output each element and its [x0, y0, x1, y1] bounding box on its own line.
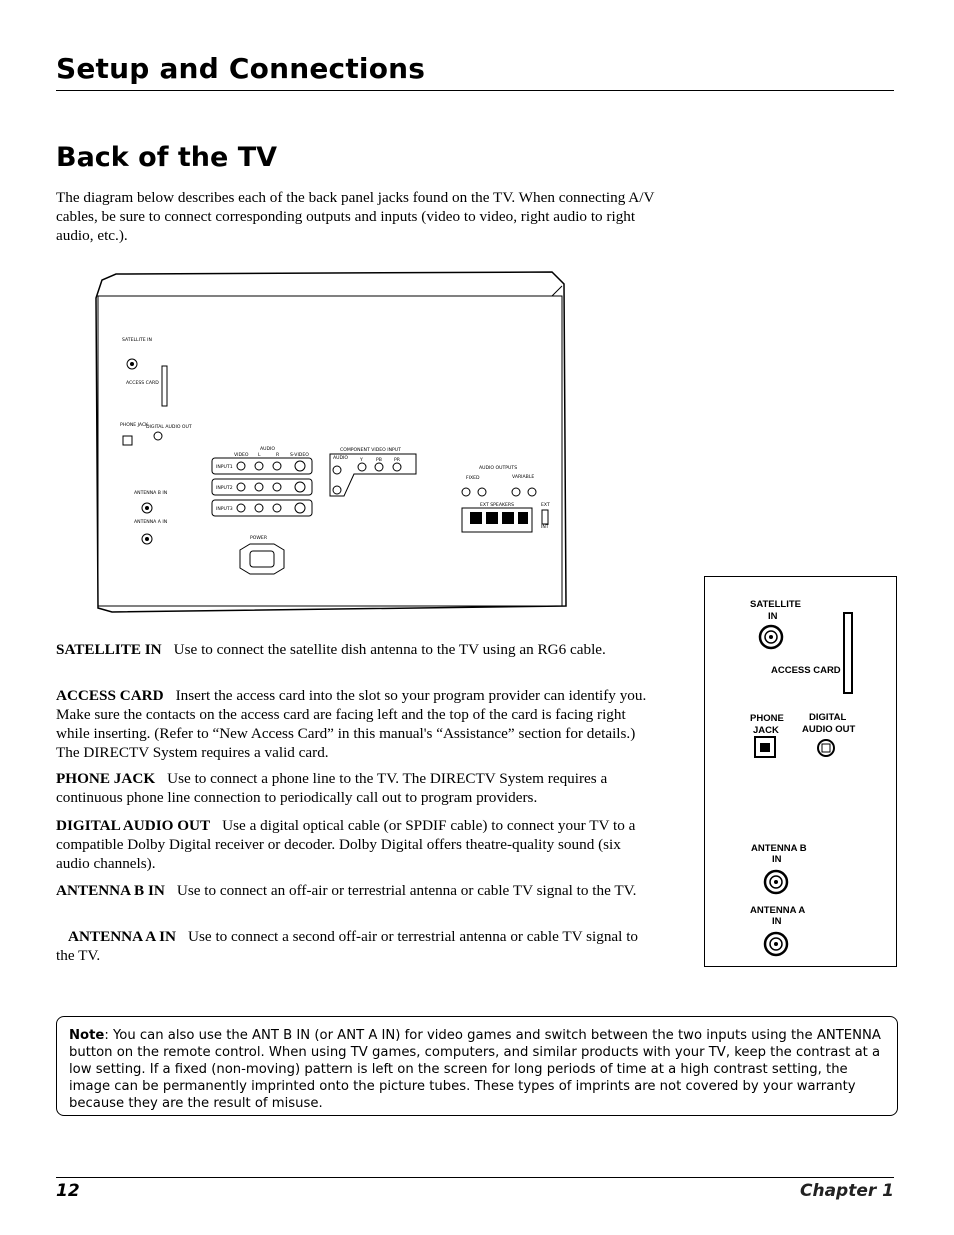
header-rule	[56, 90, 894, 91]
term-digital-audio-out: DIGITAL AUDIO OUT	[56, 817, 211, 834]
svg-text:INPUT1: INPUT1	[216, 465, 233, 470]
zoom-audio-out-label: AUDIO OUT	[802, 724, 856, 735]
diagram-digital-audio-out-label: DIGITAL AUDIO OUT	[146, 425, 192, 430]
input1-row	[212, 458, 312, 474]
note-label: Note	[69, 1028, 105, 1043]
zoom-access-card-label: ACCESS CARD	[771, 665, 841, 676]
input3-row	[212, 500, 312, 516]
diagram-antenna-a-in-label: ANTENNA A IN	[134, 520, 168, 525]
diagram-power-label: POWER	[250, 536, 268, 541]
intro-paragraph: The diagram below describes each of the back panel jacks found on the TV. When connecting A/V cables, be sure to connect corresponding outputs and inputs (video to video, right audio to right audio, etc.).	[56, 189, 655, 244]
svg-text:INPUT2: INPUT2	[216, 486, 233, 491]
text-satellite-in: Use to connect the satellite dish antenna to the TV using an RG6 cable.	[173, 641, 606, 658]
desc-phone-jack	[56, 769, 648, 807]
zoom-antenna-b-in-label: IN	[772, 854, 782, 865]
term-access-card: ACCESS CARD	[56, 687, 164, 704]
zoom-antenna-b-label: ANTENNA B	[751, 843, 807, 854]
diagram-audio-outputs-label: AUDIO OUTPUTS	[479, 466, 518, 471]
tv-back-panel-diagram	[92, 270, 576, 616]
zoom-digital-label: DIGITAL	[809, 712, 847, 723]
zoom-satellite-in-label: IN	[768, 611, 778, 622]
ext-int-switch	[542, 510, 548, 524]
diagram-ext-label: EXT	[541, 503, 550, 508]
component-pr-label: PR	[394, 458, 400, 463]
diagram-component-video-label: COMPONENT VIDEO INPUT	[340, 448, 401, 453]
term-antenna-b-in: ANTENNA B IN	[56, 882, 165, 899]
note-box	[56, 1016, 898, 1116]
text-antenna-a-in: Use to connect a second off-air or terrestrial antenna or cable TV signal to the TV.	[56, 928, 639, 964]
access-card-slot	[162, 366, 167, 406]
input2-row	[212, 479, 312, 495]
diagram-audio-label: AUDIO	[260, 447, 276, 452]
text-antenna-b-in: Use to connect an off-air or terrestrial antenna or cable TV signal to the TV.	[176, 882, 637, 899]
component-audio-label: AUDIO	[333, 456, 349, 461]
text-digital-audio-out: Use a digital optical cable (or SPDIF cable) to connect your TV to a compatible Dolby Digital receiver or decoder. Dolby Digital offers theatre-quality sound (six audio channels).	[56, 817, 636, 872]
desc-satellite-in	[56, 640, 648, 659]
term-phone-jack: PHONE JACK	[56, 770, 156, 787]
digital-audio-out-port	[154, 432, 162, 440]
desc-antenna-a-in	[56, 927, 648, 965]
zoom-antenna-b-in-jack	[765, 871, 787, 893]
text-access-card: Insert the access card into the slot so your program provider can identify you. Make sure the contacts on the access card are facing left and the top of the card is facing right while inserting. (Refer to “New Access Card” in this manual's “Assistance” section for details.) The DIRECTV System requires a valid card.	[56, 687, 647, 761]
zoom-antenna-a-in-jack	[765, 933, 787, 955]
desc-digital-audio-out	[56, 816, 648, 873]
zoom-satellite-in-jack	[760, 626, 782, 648]
chapter-label: Chapter 1	[799, 1181, 894, 1201]
diagram-satellite-in-label: SATELLITE IN	[122, 338, 152, 343]
zoom-digital-audio-out-port	[818, 740, 834, 756]
page-title: Back of the TV	[56, 142, 278, 173]
section-title: Setup and Connections	[56, 52, 426, 85]
note-text: : You can also use the ANT B IN (or ANT A IN) for video games and switch between the two inputs using the ANTENNA button on the remote control. When using TV games, computers, and similar products with your TV, keep the contrast at a low setting. If a fixed (non-moving) pattern is left on the screen for long periods of time at a high contrast setting, the image can be permanently imprinted onto the picture tubes. These types of imprints are not covered by your warranty because they are the result of misuse.	[69, 1028, 881, 1111]
desc-antenna-b-in	[56, 881, 648, 900]
zoom-antenna-a-in-label: IN	[772, 916, 782, 927]
diagram-l-label: L	[258, 453, 261, 458]
zoom-access-card-slot	[844, 613, 852, 693]
component-y-label: Y	[360, 458, 363, 463]
diagram-r-label: R	[276, 453, 280, 458]
page-number: 12	[56, 1181, 80, 1201]
zoom-jack-label: JACK	[753, 725, 779, 736]
diagram-access-card-label: ACCESS CARD	[126, 381, 159, 386]
diagram-antenna-b-in-label: ANTENNA B IN	[134, 491, 168, 496]
diagram-fixed-label: FIXED	[466, 476, 480, 481]
component-pb-label: PB	[376, 458, 382, 463]
footer-rule	[56, 1177, 894, 1178]
diagram-video-label: VIDEO	[234, 453, 249, 458]
diagram-int-label: INT	[541, 525, 549, 530]
zoom-phone-jack-port	[755, 737, 775, 757]
svg-text:INPUT3: INPUT3	[216, 507, 233, 512]
zoom-satellite-label: SATELLITE	[750, 599, 802, 610]
diagram-variable-label: VARIABLE	[512, 475, 535, 480]
term-antenna-a-in: ANTENNA A IN	[68, 928, 177, 945]
desc-access-card	[56, 686, 648, 762]
term-satellite-in: SATELLITE IN	[56, 641, 162, 658]
phone-jack-port	[123, 436, 132, 445]
diagram-ext-speakers-label: EXT SPEAKERS	[480, 503, 514, 508]
zoom-antenna-a-label: ANTENNA A	[750, 905, 806, 916]
diagram-s-video-label: S-VIDEO	[290, 453, 309, 458]
zoomed-jack-detail	[704, 576, 897, 967]
diagram-phone-jack-label: PHONE JACK	[120, 423, 149, 428]
zoom-phone-label: PHONE	[750, 713, 784, 724]
text-phone-jack: Use to connect a phone line to the TV. The DIRECTV System requires a continuous phone line connection to periodically call out to program providers.	[56, 770, 608, 806]
